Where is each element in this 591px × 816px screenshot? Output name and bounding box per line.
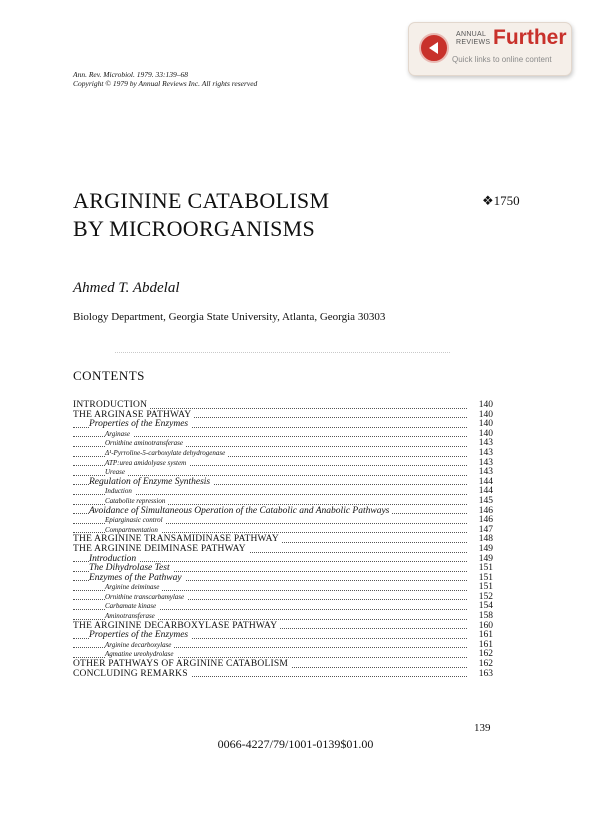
further-badge[interactable]: [408, 22, 572, 76]
toc-entry-page: 147: [478, 524, 493, 535]
toc-entry-page: 140: [478, 419, 493, 430]
toc-entry-label: Aminotransferase: [105, 611, 158, 621]
toc-entry[interactable]: [73, 477, 493, 487]
toc-entry-page: 161: [478, 630, 493, 641]
toc-entry-page: 140: [478, 400, 493, 410]
toc-entry-label: Catabolite repression: [105, 496, 168, 506]
toc-entry-label: Δ¹-Pyrroline-5-carboxylate dehydrogenase: [105, 448, 228, 458]
toc-entry-label: Ornithine aminotransferase: [105, 438, 186, 448]
toc-entry-page: 160: [478, 620, 493, 631]
toc-entry-label: Regulation of Enzyme Synthesis: [89, 477, 213, 487]
toc-entry[interactable]: [73, 448, 493, 458]
toc-entry[interactable]: [73, 621, 493, 631]
toc-entry-page: 144: [478, 476, 493, 487]
toc-entry-page: 152: [478, 591, 493, 602]
toc-entry-page: 144: [478, 486, 493, 497]
toc-entry[interactable]: [73, 534, 493, 544]
toc-entry[interactable]: [73, 601, 493, 611]
toc-entry-label: THE ARGININE DEIMINASE PATHWAY: [73, 544, 249, 554]
toc-entry-page: 151: [478, 582, 493, 593]
toc-entry-label: Introduction: [89, 554, 139, 564]
article-title: ARGININE CATABOLISM BY MICROORGANISMS: [73, 188, 330, 241]
toc-entry-label: Avoidance of Simultaneous Operation of the Catabolic and Anabolic Pathways: [89, 506, 392, 516]
toc-entry[interactable]: [73, 419, 493, 429]
citation: [73, 70, 257, 88]
toc-entry-label: Urease: [105, 467, 128, 477]
badge-subtitle: Quick links to online content: [452, 55, 552, 64]
toc-entry[interactable]: [73, 467, 493, 477]
toc-entry-label: Properties of the Enzymes: [89, 419, 191, 429]
toc-entry-page: 143: [478, 457, 493, 468]
toc-entry-page: 154: [478, 601, 493, 612]
author-affiliation: Biology Department, Georgia State University, Atlanta, Georgia 30303: [73, 311, 386, 323]
toc-entry[interactable]: [73, 525, 493, 535]
toc-entry-page: 145: [478, 495, 493, 506]
toc-entry[interactable]: [73, 582, 493, 592]
toc-entry-label: Arginine decarboxylase: [105, 640, 174, 650]
toc-leader-dots: [73, 475, 467, 476]
contents-heading: CONTENTS: [73, 368, 145, 383]
toc-entry-label: OTHER PATHWAYS OF ARGININE CATABOLISM: [73, 659, 291, 669]
toc-entry-label: CONCLUDING REMARKS: [73, 669, 191, 679]
badge-further-label[interactable]: Further: [493, 26, 567, 49]
toc-entry[interactable]: [73, 515, 493, 525]
toc-entry-label: INTRODUCTION: [73, 400, 150, 410]
toc-entry-page: 151: [478, 563, 493, 574]
citation-journal: Ann. Rev. Microbiol. 1979. 33:139–68: [73, 70, 188, 79]
toc-entry-page: 158: [478, 611, 493, 622]
toc-entry-label: Arginine deiminase: [105, 582, 162, 592]
badge-annual-reviews: ANNUAL REVIEWS: [456, 31, 491, 46]
toc-entry-page: 151: [478, 572, 493, 583]
toc-entry[interactable]: [73, 429, 493, 439]
catalog-number: ❖1750: [482, 193, 520, 208]
toc-entry-label: Induction: [105, 486, 135, 496]
toc-entry-label: Epiarginasic control: [105, 515, 166, 525]
toc-entry-page: 140: [478, 409, 493, 420]
toc-entry-label: The Dihydrolase Test: [89, 563, 173, 573]
toc-entry[interactable]: [73, 486, 493, 496]
toc-entry[interactable]: [73, 649, 493, 659]
citation-copyright: Copyright © 1979 by Annual Reviews Inc. All rights reserved: [73, 79, 258, 88]
toc-entry[interactable]: [73, 506, 493, 516]
toc-entry-label: THE ARGINASE PATHWAY: [73, 410, 194, 420]
table-of-contents: [73, 400, 493, 678]
toc-entry-label: Arginase: [105, 429, 133, 439]
toc-entry-label: THE ARGININE TRANSAMIDINASE PATHWAY: [73, 534, 282, 544]
author-name: Ahmed T. Abdelal: [73, 280, 180, 296]
toc-entry-page: 143: [478, 447, 493, 458]
toc-entry-label: Agmatine ureohydrolase: [105, 649, 177, 659]
toc-entry-page: 143: [478, 467, 493, 478]
toc-entry-page: 140: [478, 428, 493, 439]
toc-entry-page: 146: [478, 515, 493, 526]
toc-entry[interactable]: [73, 496, 493, 506]
page-number: 139: [474, 722, 491, 734]
toc-entry[interactable]: [73, 400, 493, 410]
toc-entry-label: ATP:urea amidolyase system: [105, 458, 189, 468]
toc-entry-page: 161: [478, 639, 493, 650]
decorative-rule: [115, 352, 450, 356]
further-play-icon[interactable]: [419, 33, 449, 63]
toc-entry[interactable]: [73, 554, 493, 564]
toc-entry-label: Enzymes of the Pathway: [89, 573, 185, 583]
toc-entry-label: Compartmentation: [105, 525, 161, 535]
toc-entry[interactable]: [73, 544, 493, 554]
toc-entry[interactable]: [73, 563, 493, 573]
toc-entry[interactable]: [73, 630, 493, 640]
toc-entry-page: 146: [478, 505, 493, 516]
toc-entry-page: 143: [478, 438, 493, 449]
toc-entry-label: THE ARGININE DECARBOXYLASE PATHWAY: [73, 621, 280, 631]
toc-entry[interactable]: [73, 611, 493, 621]
toc-entry-label: Properties of the Enzymes: [89, 630, 191, 640]
toc-entry-label: Ornithine transcarbamylase: [105, 592, 187, 602]
toc-entry-page: 163: [478, 668, 493, 679]
toc-entry-page: 149: [478, 543, 493, 554]
toc-entry-page: 149: [478, 553, 493, 564]
toc-entry[interactable]: [73, 669, 493, 679]
toc-entry[interactable]: [73, 438, 493, 448]
article-code: 0066-4227/79/1001-0139$01.00: [217, 737, 374, 751]
toc-entry-page: 148: [478, 534, 493, 545]
toc-entry[interactable]: [73, 640, 493, 650]
toc-entry[interactable]: [73, 410, 493, 420]
toc-entry[interactable]: [73, 592, 493, 602]
toc-entry-page: 162: [478, 649, 493, 660]
toc-entry[interactable]: [73, 573, 493, 583]
toc-entry[interactable]: [73, 659, 493, 669]
toc-entry-label: Carbamate kinase: [105, 601, 159, 611]
toc-entry-page: 162: [478, 659, 493, 670]
toc-entry[interactable]: [73, 458, 493, 468]
